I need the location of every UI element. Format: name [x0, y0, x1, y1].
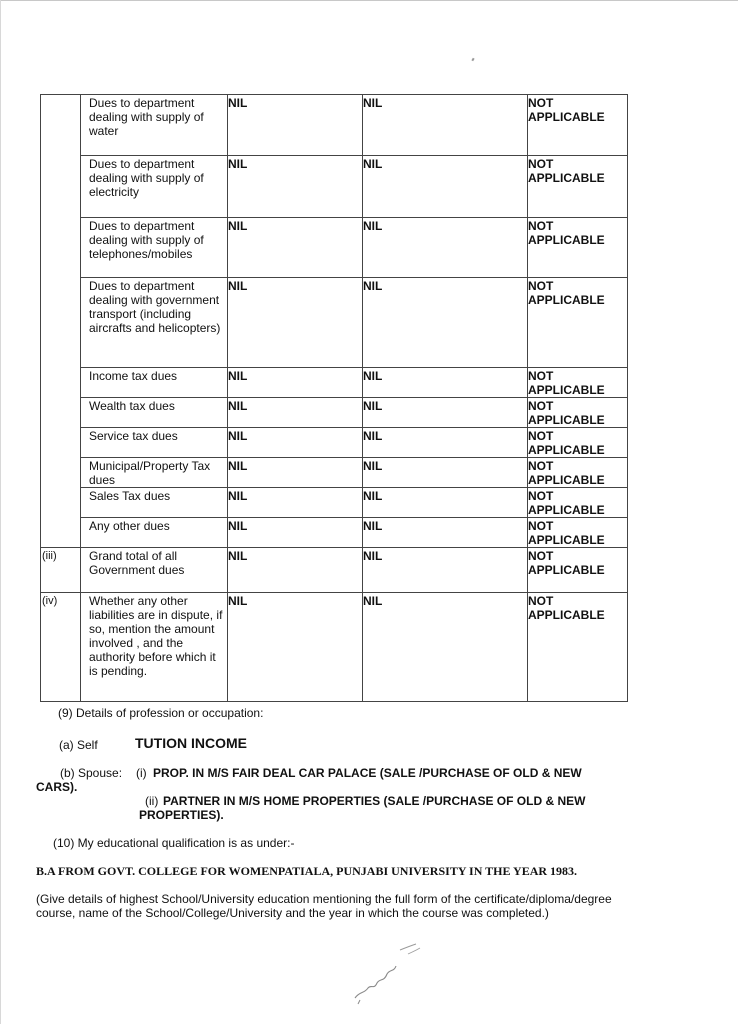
- status-cell: NOT APPLICABLE: [528, 398, 628, 428]
- signature-scribble: [350, 936, 440, 1006]
- item-description-cell: Whether any other liabilities are in dispute, if so, mention the amount involved , and the authority before which it is pending.: [81, 593, 228, 702]
- table-row: [41, 458, 628, 488]
- status-cell: NOT APPLICABLE: [528, 518, 628, 548]
- status-cell: NOT APPLICABLE: [528, 218, 628, 278]
- row-number-cell: [41, 156, 81, 218]
- amount-cell: NIL: [363, 95, 528, 156]
- amount-cell: NIL: [363, 156, 528, 218]
- item-description-cell: Dues to department dealing with government transport (including aircrafts and helicopters): [81, 278, 228, 368]
- row-number-cell: [41, 368, 81, 398]
- table-row: [41, 95, 628, 156]
- row-number-cell: [41, 518, 81, 548]
- row-number-cell: [41, 398, 81, 428]
- status-cell: NOT APPLICABLE: [528, 428, 628, 458]
- item-description-cell: Municipal/Property Tax dues: [81, 458, 228, 488]
- table-row: [41, 518, 628, 548]
- row-number-cell: [41, 218, 81, 278]
- amount-cell: NIL: [228, 368, 363, 398]
- scan-edge: [0, 0, 738, 1]
- spouse-item-ii-number: (ii): [145, 794, 159, 808]
- item-description-cell: Service tax dues: [81, 428, 228, 458]
- row-number-cell: [41, 488, 81, 518]
- item-description-cell: Wealth tax dues: [81, 398, 228, 428]
- dues-table: [40, 94, 628, 702]
- amount-cell: NIL: [363, 278, 528, 368]
- amount-cell: NIL: [363, 368, 528, 398]
- status-cell: NOT APPLICABLE: [528, 95, 628, 156]
- item-description-cell: Dues to department dealing with supply of electricity: [81, 156, 228, 218]
- education-note-continued: course, name of the School/College/University and the year in which the course was completed.): [36, 906, 549, 920]
- spouse-item-ii-text: PARTNER IN M/S HOME PROPERTIES (SALE /PURCHASE OF OLD & NEW: [163, 794, 586, 808]
- item-description-cell: Grand total of all Government dues: [81, 548, 228, 593]
- dues-table-body: [41, 95, 628, 702]
- item-description-cell: Any other dues: [81, 518, 228, 548]
- self-label: (a) Self: [59, 738, 98, 752]
- item-description-cell: Income tax dues: [81, 368, 228, 398]
- spouse-item-i-text: PROP. IN M/S FAIR DEAL CAR PALACE (SALE /PURCHASE OF OLD & NEW: [153, 766, 582, 780]
- amount-cell: NIL: [228, 95, 363, 156]
- spouse-item-i-text-continued: CARS).: [36, 780, 78, 794]
- row-number-cell: [41, 278, 81, 368]
- status-cell: NOT APPLICABLE: [528, 278, 628, 368]
- amount-cell: NIL: [228, 458, 363, 488]
- amount-cell: NIL: [363, 518, 528, 548]
- education-heading: (10) My educational qualification is as under:-: [53, 836, 295, 850]
- amount-cell: NIL: [228, 518, 363, 548]
- row-number-cell: [41, 428, 81, 458]
- profession-heading: (9) Details of profession or occupation:: [58, 706, 264, 720]
- scan-edge: [0, 0, 1, 1024]
- table-row: [41, 278, 628, 368]
- amount-cell: NIL: [363, 593, 528, 702]
- amount-cell: NIL: [363, 398, 528, 428]
- amount-cell: NIL: [228, 156, 363, 218]
- table-row: [41, 428, 628, 458]
- row-number-cell: (iii): [41, 548, 81, 593]
- table-row: [41, 218, 628, 278]
- amount-cell: NIL: [363, 218, 528, 278]
- scan-speck: [471, 58, 474, 62]
- amount-cell: NIL: [363, 488, 528, 518]
- education-qualification: B.A FROM GOVT. COLLEGE FOR WOMENPATIALA, PUNJABI UNIVERSITY IN THE YEAR 1983.: [36, 864, 578, 878]
- status-cell: NOT APPLICABLE: [528, 548, 628, 593]
- table-row: [41, 156, 628, 218]
- amount-cell: NIL: [228, 278, 363, 368]
- table-row: [41, 398, 628, 428]
- status-cell: NOT APPLICABLE: [528, 458, 628, 488]
- amount-cell: NIL: [228, 428, 363, 458]
- row-number-cell: [41, 95, 81, 156]
- self-value: TUTION INCOME: [135, 735, 247, 751]
- amount-cell: NIL: [228, 488, 363, 518]
- status-cell: NOT APPLICABLE: [528, 368, 628, 398]
- table-row: [41, 548, 628, 593]
- item-description-cell: Dues to department dealing with supply of water: [81, 95, 228, 156]
- item-description-cell: Dues to department dealing with supply of telephones/mobiles: [81, 218, 228, 278]
- amount-cell: NIL: [228, 398, 363, 428]
- spouse-label: (b) Spouse:: [60, 766, 123, 780]
- table-row: [41, 593, 628, 702]
- amount-cell: NIL: [228, 593, 363, 702]
- spouse-item-ii-text-continued: PROPERTIES).: [139, 808, 224, 822]
- amount-cell: NIL: [363, 458, 528, 488]
- table-row: [41, 488, 628, 518]
- status-cell: NOT APPLICABLE: [528, 488, 628, 518]
- education-note: (Give details of highest School/University education mentioning the full form of the certificate/diploma/degree: [36, 892, 612, 906]
- amount-cell: NIL: [228, 548, 363, 593]
- status-cell: NOT APPLICABLE: [528, 593, 628, 702]
- status-cell: NOT APPLICABLE: [528, 156, 628, 218]
- spouse-item-i-number: (i): [136, 766, 147, 780]
- table-row: [41, 368, 628, 398]
- row-number-cell: (iv): [41, 593, 81, 702]
- row-number-cell: [41, 458, 81, 488]
- item-description-cell: Sales Tax dues: [81, 488, 228, 518]
- amount-cell: NIL: [228, 218, 363, 278]
- amount-cell: NIL: [363, 428, 528, 458]
- amount-cell: NIL: [363, 548, 528, 593]
